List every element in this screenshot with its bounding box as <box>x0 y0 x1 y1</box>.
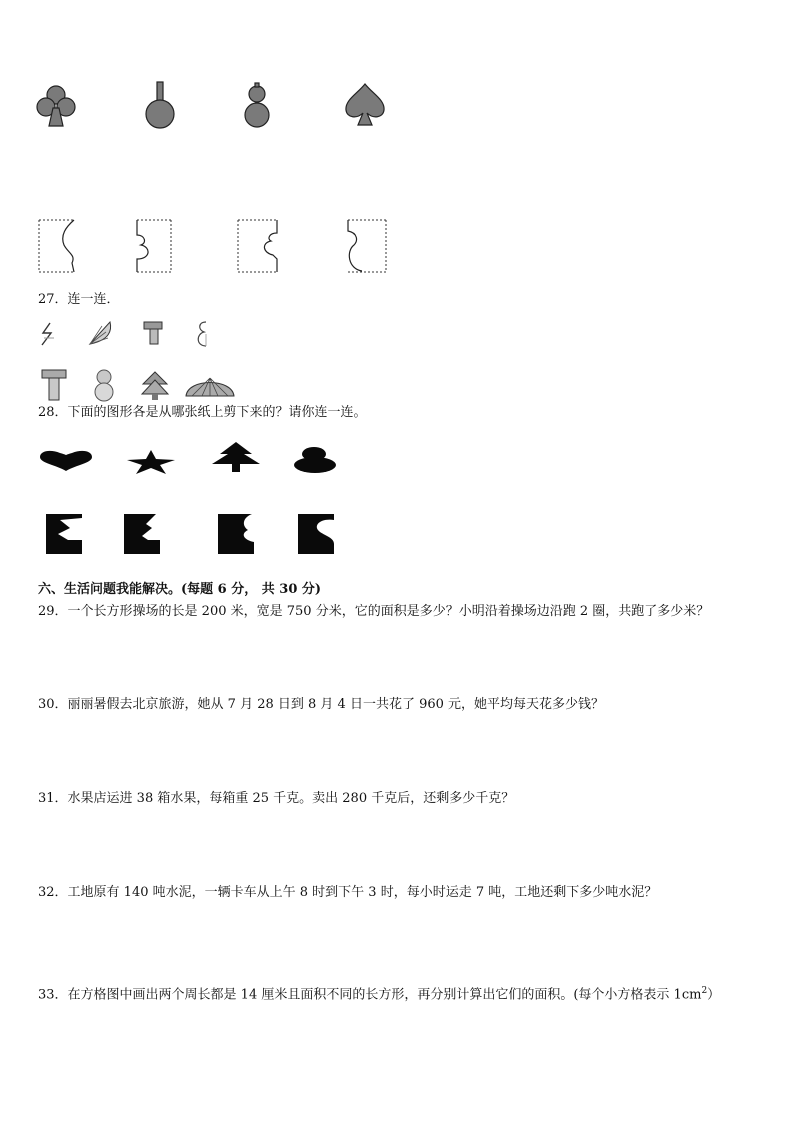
cut-paper-icon <box>38 219 78 273</box>
lightning-icon <box>40 322 58 346</box>
question-33 <box>38 983 720 1003</box>
section-6-heading: 六、生活问题我能解决。(每题 6 分， 共 30 分) <box>38 582 322 597</box>
cut-paper-icon <box>133 219 173 273</box>
fan-icon <box>88 320 114 346</box>
question-32: 32．工地原有 140 吨水泥，一辆卡车从上午 8 时到下午 3 时，每小时运走 7 吨，工地还剩下多少吨水泥？ <box>38 885 658 900</box>
spade-icon <box>342 82 388 128</box>
cut-paper-icon <box>124 514 162 554</box>
gourd-half-icon <box>194 320 208 348</box>
question-31: 31．水果店运进 38 箱水果，每箱重 25 千克。卖出 280 千克后，还剩多少千克？ <box>38 791 515 806</box>
question-33-close: ） <box>707 987 721 1003</box>
gourd-icon <box>92 368 116 402</box>
cut-paper-icon <box>237 219 279 273</box>
club-icon <box>36 84 76 129</box>
question-30: 30．丽丽暑假去北京旅游，她从 7 月 28 日到 8 月 4 日一共花了 960 元，她平均每天花多少钱？ <box>38 697 605 712</box>
blob-icon <box>292 446 338 474</box>
question-33-text: 33．在方格图中画出两个周长都是 14 厘米且面积不同的长方形，再分别计算出它们的面积。(每个小方格表示 1cm <box>38 987 702 1003</box>
cut-paper-icon <box>344 219 388 273</box>
bottle-icon <box>140 80 180 130</box>
tree-icon <box>208 442 264 472</box>
tree-icon <box>140 370 170 402</box>
cut-paper-icon <box>218 514 256 554</box>
mushroom-icon <box>142 320 164 346</box>
question-28: 28．下面的图形各是从哪张纸上剪下来的？请你连一连。 <box>38 405 367 420</box>
cut-paper-icon <box>298 514 336 554</box>
gourd-icon <box>240 82 274 130</box>
question-29: 29．一个长方形操场的长是 200 米，宽是 750 分米，它的面积是多少？小明沿着操场边沿跑 2 圈，共跑了多少米？ <box>38 604 710 619</box>
mushroom-icon <box>40 368 68 402</box>
star-icon <box>126 450 176 474</box>
question-27: 27．连一连． <box>38 292 120 307</box>
umbrella-icon <box>184 372 236 400</box>
cut-paper-icon <box>46 514 84 554</box>
heart-icon <box>38 449 94 473</box>
question-33-superscript: 2 <box>701 986 708 996</box>
